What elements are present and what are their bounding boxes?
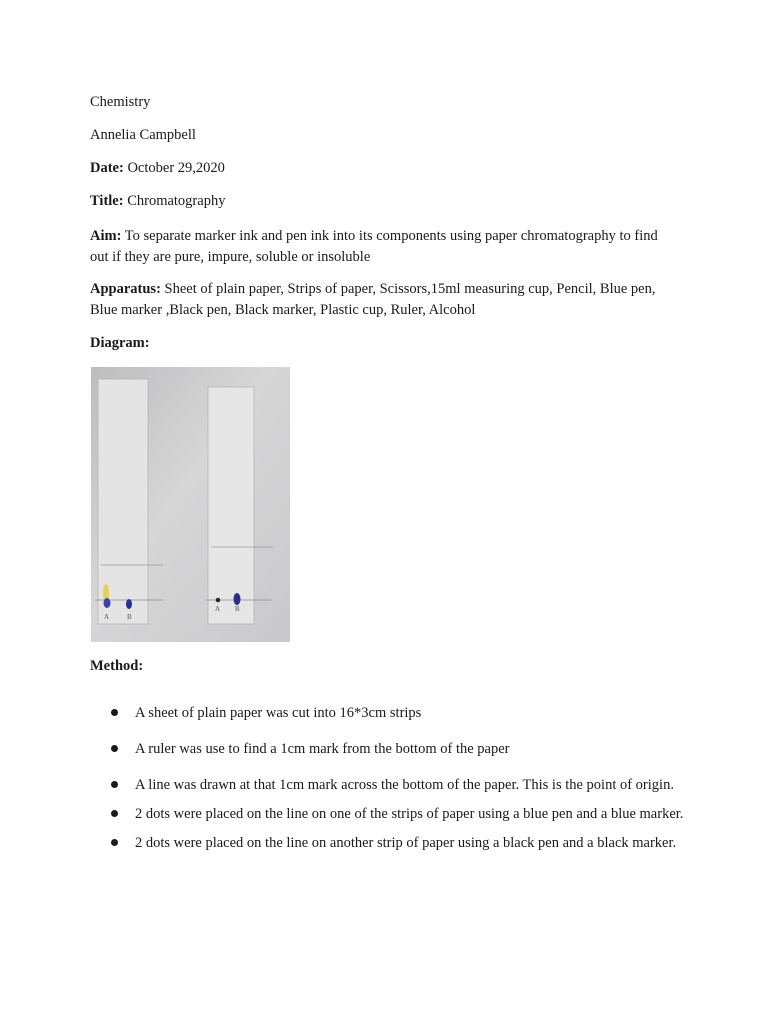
blue-spot-a1	[104, 598, 111, 608]
method-step: 2 dots were placed on the line on another strip of paper using a black pen and a black marker.	[90, 830, 690, 856]
method-step: A line was drawn at that 1cm mark across the bottom of the paper. This is the point of origin.	[90, 772, 690, 798]
chromatography-photo	[91, 367, 290, 642]
aim-paragraph	[90, 226, 670, 268]
apparatus-label: Apparatus:	[90, 281, 161, 297]
aim-value: To separate marker ink and pen ink into its components using paper chromatography to find out if they are pure, impure, soluble or insoluble	[90, 228, 658, 265]
aim-label: Aim:	[90, 228, 122, 244]
label-a1: A	[104, 613, 110, 621]
date-value: October 29,2020	[123, 160, 225, 176]
title-value: Chromatography	[123, 193, 226, 209]
method-heading: Method:	[90, 658, 144, 674]
bullet-icon	[111, 745, 118, 752]
paper-strip-2	[208, 387, 254, 624]
bullet-icon	[111, 810, 118, 817]
apparatus-paragraph	[90, 279, 670, 321]
apparatus-value: Sheet of plain paper, Strips of paper, Scissors,15ml measuring cup, Pencil, Blue pen, Blue marker ,Black pen, Black marker, Plastic cup, Ruler, Alcohol	[90, 281, 656, 318]
label-b2: B	[235, 605, 240, 613]
blue-spot-b1	[126, 599, 132, 609]
black-spot-b2	[234, 593, 241, 605]
bullet-icon	[111, 709, 118, 716]
label-b1: B	[127, 613, 132, 621]
method-step: 2 dots were placed on the line on one of the strips of paper using a blue pen and a blue marker.	[90, 801, 690, 827]
black-spot-a2	[216, 598, 221, 603]
label-a2: A	[215, 605, 221, 613]
title-line	[90, 191, 670, 212]
date-line	[90, 158, 670, 179]
bullet-icon	[111, 839, 118, 846]
author-line: Annelia Campbell	[90, 127, 196, 143]
bullet-icon	[111, 781, 118, 788]
method-step: A ruler was use to find a 1cm mark from the bottom of the paper	[90, 736, 690, 762]
method-list	[90, 700, 690, 856]
method-step: A sheet of plain paper was cut into 16*3cm strips	[90, 700, 690, 726]
diagram-heading: Diagram:	[90, 335, 150, 351]
subject-line: Chemistry	[90, 94, 151, 110]
title-label: Title:	[90, 193, 124, 209]
date-label: Date:	[90, 160, 124, 176]
